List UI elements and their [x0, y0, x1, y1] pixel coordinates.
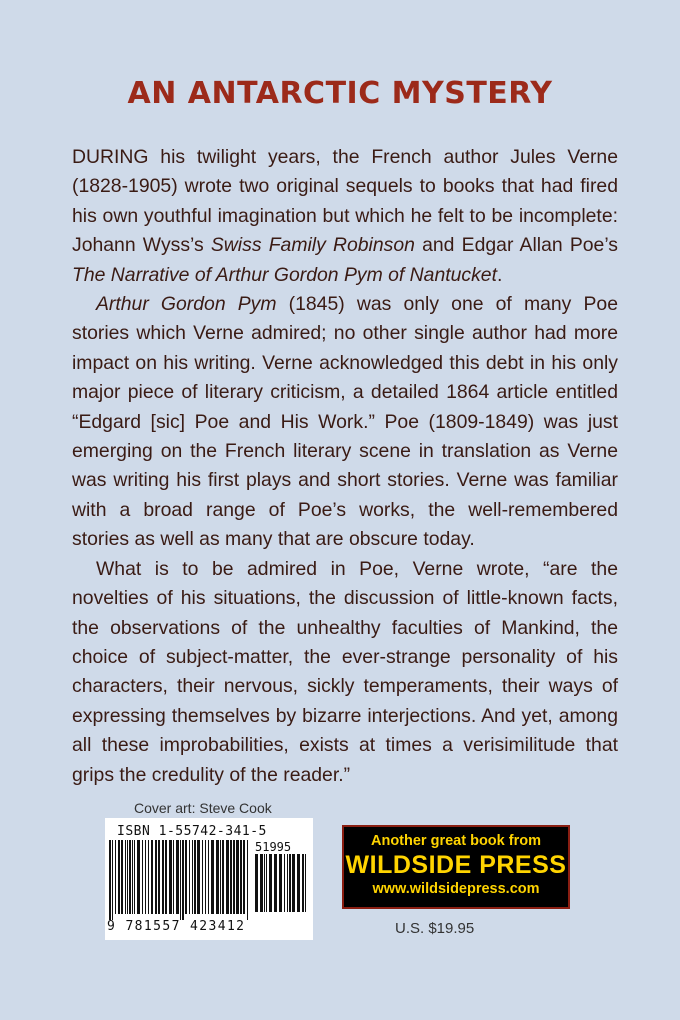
- barcode-bar: [112, 840, 113, 920]
- barcode-bar: [211, 840, 214, 914]
- barcode-bar: [289, 854, 291, 912]
- barcode-bar: [180, 840, 181, 920]
- barcode-bar: [284, 854, 285, 912]
- barcode-bar: [155, 840, 157, 914]
- blurb-text: [72, 143, 618, 790]
- barcode-bar: [127, 840, 128, 914]
- barcode-bar: [297, 854, 300, 912]
- text-run: and Edgar Allan Poe’s: [414, 234, 618, 257]
- barcode-bar: [202, 840, 203, 914]
- text-run: DURING his twilight years, the French author Jules Verne (1828-1905) wrote two original sequels to books that had fired his own youthful imagination but which he felt to be incomplete: Johann Wyss’s: [72, 146, 618, 257]
- barcode-bars-addon: [255, 854, 309, 918]
- publisher-logo: [342, 825, 570, 909]
- barcode-bar: [266, 854, 267, 912]
- barcode-bar: [142, 840, 143, 914]
- barcode-bar: [192, 840, 193, 914]
- blurb-paragraph: [72, 143, 618, 290]
- barcode-bar: [240, 840, 242, 914]
- isbn-barcode: [105, 818, 313, 940]
- barcode-bar: [151, 840, 153, 914]
- barcode-bar: [226, 840, 229, 914]
- barcode-bar: [162, 840, 164, 914]
- barcode-bar: [137, 840, 140, 914]
- barcode-bar: [125, 840, 126, 914]
- blurb-paragraph: [72, 555, 618, 790]
- barcode-bar: [264, 854, 265, 912]
- barcode-bar: [189, 840, 190, 914]
- blurb-paragraph: [72, 290, 618, 555]
- barcode-bar: [233, 840, 235, 914]
- text-run: .: [496, 263, 503, 286]
- barcode-bar: [145, 840, 146, 914]
- barcode-bar: [205, 840, 206, 914]
- barcode-bar: [208, 840, 209, 914]
- barcode-bar: [158, 840, 160, 914]
- barcode-bars-main: [109, 840, 251, 920]
- barcode-bar: [121, 840, 123, 914]
- price-label: U.S. $19.95: [395, 920, 475, 937]
- barcode-bar: [216, 840, 219, 914]
- publisher-name: WILDSIDE PRESS: [345, 851, 567, 879]
- barcode-bar: [247, 840, 248, 920]
- barcode-bar: [165, 840, 167, 914]
- barcode-bar: [185, 840, 187, 914]
- barcode-bar: [132, 840, 133, 914]
- barcode-bar: [302, 854, 304, 912]
- cover-art-credit: Cover art: Steve Cook: [134, 800, 272, 816]
- barcode-bar: [236, 840, 239, 914]
- barcode-bar: [182, 840, 184, 920]
- text-run: (1845) was only one of many Poe stories which Verne admired; no other single author had more impact on his writing. Verne acknowledged this debt in his only major piece of literary criticism, a detailed 1864 article entitled “Edgard [sic] Poe and His Work.” Poe (1809-1849) was just emerging on the French literary scene in translation as Verne was writing his first plays and short stories. Verne was familiar with a broad range of Poe’s works, the well-remembered stories as well as many that are obscure today.: [72, 293, 618, 551]
- publisher-tagline: Another great book from: [371, 833, 541, 849]
- barcode-bar: [292, 854, 295, 912]
- price-code: 51995: [255, 840, 292, 854]
- italic-title: Swiss Family Robinson: [210, 234, 415, 257]
- barcode-bar: [220, 840, 221, 914]
- italic-title: Arthur Gordon Pym: [96, 293, 277, 316]
- barcode-bar: [255, 854, 258, 912]
- barcode-bar: [176, 840, 179, 914]
- barcode-bar: [243, 840, 245, 914]
- barcode-bar: [260, 854, 263, 912]
- barcode-bar: [274, 854, 277, 912]
- barcode-bar: [118, 840, 120, 914]
- barcode-bar: [148, 840, 149, 914]
- barcode-bar: [305, 854, 306, 912]
- text-run: What is to be admired in Poe, Verne wrote, “are the novelties of his situations, the discussion of little-known facts, the observations of the unhealthy faculties of Mankind, the choice of subject-matter, the ever-strange personality of his characters, their nervous, sickly temperaments, their ways of expressing themselves by bizarre interjections. And yet, among all these improbabilities, exists at times a verisimilitude that grips the credulity of the reader.”: [72, 557, 618, 786]
- barcode-bar: [173, 840, 174, 914]
- barcode-bar: [115, 840, 116, 914]
- barcode-bar: [279, 854, 282, 912]
- isbn-number: ISBN 1-55742-341-5: [117, 824, 267, 839]
- barcode-bar: [134, 840, 135, 914]
- cover-title: AN ANTARCTIC MYSTERY: [127, 76, 553, 111]
- publisher-url: www.wildsidepress.com: [372, 881, 540, 897]
- italic-title: The Narrative of Arthur Gordon Pym of Nantucket: [72, 263, 497, 286]
- barcode-bar: [194, 840, 196, 914]
- barcode-bar: [222, 840, 224, 914]
- barcode-bar: [169, 840, 172, 914]
- barcode-bar: [287, 854, 288, 912]
- barcode-bar: [269, 854, 272, 912]
- barcode-bar: [129, 840, 131, 914]
- barcode-bar: [197, 840, 200, 914]
- barcode-bar: [109, 840, 111, 920]
- barcode-bar: [230, 840, 232, 914]
- ean-number: 9 781557 423412: [107, 919, 246, 934]
